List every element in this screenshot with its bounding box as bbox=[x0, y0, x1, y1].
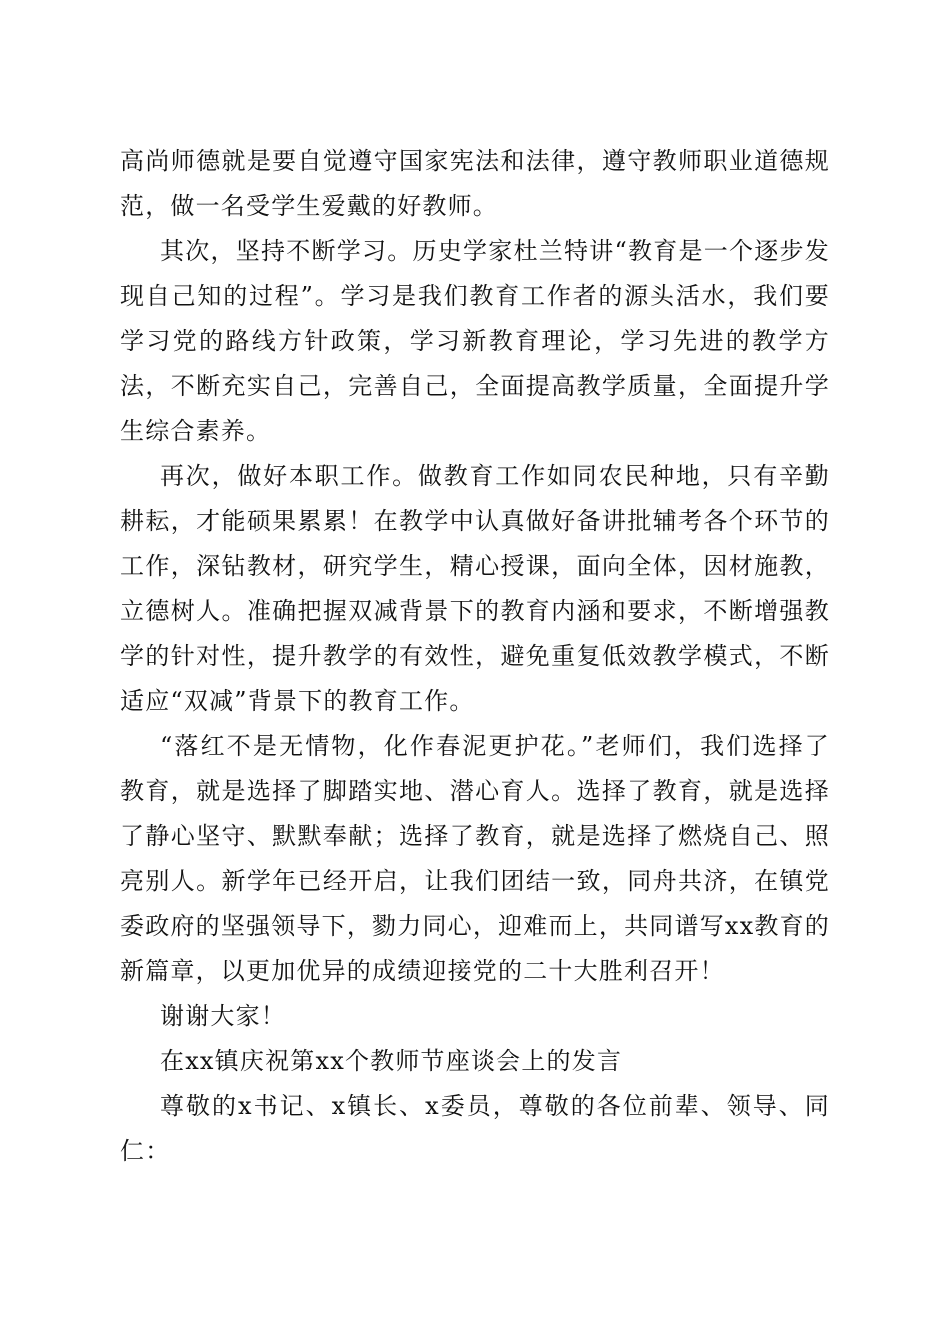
paragraph-teacher-ethics: 高尚师德就是要自觉遵守国家宪法和法律，遵守教师职业道德规范，做一名受学生爱戴的好教师。 bbox=[120, 147, 830, 220]
paragraph-closing-remarks: “落红不是无情物，化作春泥更护花。”老师们，我们选择了教育，就是选择了脚踏实地、潜心育人。选择了教育，就是选择了静心坚守、默默奉献；选择了教育，就是选择了燃烧自己、照亮别人。新学年已经开启，让我们团结一致，同舟共济，在镇党委政府的坚强领导下，勠力同心，迎难而上，共同谱写xx教育的新篇章，以更加优异的成绩迎接党的二十大胜利召开！ bbox=[120, 732, 830, 985]
paragraph-thanks: 谢谢大家！ bbox=[160, 1002, 286, 1030]
speech-title: 在xx镇庆祝第xx个教师节座谈会上的发言 bbox=[160, 1047, 623, 1075]
paragraph-core-work: 再次，做好本职工作。做教育工作如同农民种地，只有辛勤耕耘，才能硕果累累！在教学中认真做好备讲批辅考各个环节的工作，深钻教材，研究学生，精心授课，面向全体，因材施教，立德树人。准确把握双减背景下的教育内涵和要求，不断增强教学的针对性，提升教学的有效性，避免重复低效教学模式，不断适应“双减”背景下的教育工作。 bbox=[120, 462, 830, 715]
paragraph-continuous-learning: 其次，坚持不断学习。历史学家杜兰特讲“教育是一个逐步发现自己知的过程”。学习是我们教育工作者的源头活水，我们要学习党的路线方针政策，学习新教育理论，学习先进的教学方法，不断充实自己，完善自己，全面提高教学质量，全面提升学生综合素养。 bbox=[120, 237, 830, 445]
speech-salutation: 尊敬的x书记、x镇长、x委员，尊敬的各位前辈、领导、同仁： bbox=[120, 1092, 830, 1165]
document-body bbox=[120, 139, 830, 1174]
